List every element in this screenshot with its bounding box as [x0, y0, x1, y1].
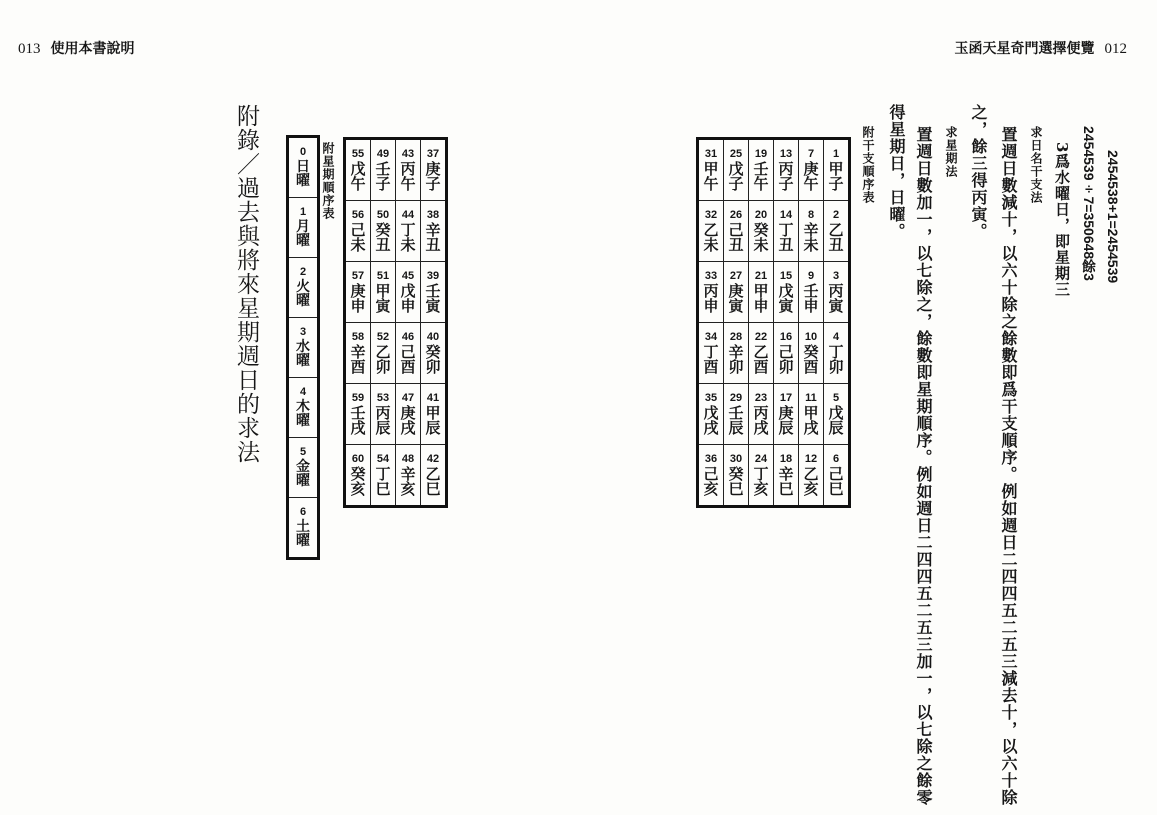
ganzhi-number: 20: [754, 208, 768, 221]
ganzhi-characters: 乙 亥: [803, 464, 819, 498]
right-page-header: [955, 38, 1128, 58]
ganzhi-number: 32: [704, 208, 718, 221]
ganzhi-number: 60: [351, 452, 365, 465]
weekday-cell: [288, 378, 319, 438]
ganzhi-cell: [724, 384, 749, 445]
ganzhi-cell: [345, 323, 371, 384]
ganzhi-cell: [371, 139, 396, 201]
ganzhi-characters: 甲 申: [753, 281, 769, 315]
ganzhi-number: 48: [401, 452, 415, 465]
weekday-characters: 木 曜: [296, 399, 310, 429]
ganzhi-number: 4: [832, 330, 840, 343]
weekday-characters: 火 曜: [296, 279, 310, 309]
ganzhi-characters: 壬 午: [753, 159, 769, 193]
weekday-row: [288, 137, 319, 198]
ganzhi-cell: [774, 139, 799, 201]
ganzhi-number: 41: [426, 391, 440, 404]
ganzhi-cell: [345, 445, 371, 507]
heading-ganzhi-method: 求日名干支法: [1029, 126, 1043, 204]
ganzhi-number: 55: [351, 147, 365, 160]
ganzhi-number: 22: [754, 330, 768, 343]
ganzhi-number: 57: [351, 269, 365, 282]
ganzhi-characters: 乙 酉: [753, 342, 769, 376]
ganzhi-characters: 癸 未: [753, 220, 769, 254]
ganzhi-number: 17: [779, 391, 793, 404]
ganzhi-characters: 辛 卯: [728, 342, 744, 376]
weekday-order-table: [286, 135, 320, 560]
ganzhi-row: [698, 384, 850, 445]
ganzhi-characters: 戊 申: [400, 281, 416, 315]
paragraph-2-line-2: 得星期日，日曜。: [887, 104, 906, 240]
ganzhi-number: 10: [804, 330, 818, 343]
ganzhi-number: 2: [832, 208, 840, 221]
weekday-table-caption: 附星期順序表: [321, 142, 335, 220]
ganzhi-row: [698, 139, 850, 201]
ganzhi-cell: [396, 262, 421, 323]
ganzhi-cell: [421, 445, 447, 507]
ganzhi-cell: [724, 323, 749, 384]
ganzhi-characters: 丙 子: [778, 159, 794, 193]
ganzhi-characters: 丙 寅: [828, 281, 844, 315]
ganzhi-row: [698, 262, 850, 323]
ganzhi-characters: 壬 戌: [350, 403, 366, 437]
ganzhi-number: 54: [376, 452, 390, 465]
right-running-title: 玉函天星奇門選擇便覽: [954, 41, 1095, 57]
weekday-cell: [288, 258, 319, 318]
ganzhi-characters: 庚 子: [425, 159, 441, 193]
ganzhi-characters: 己 未: [350, 220, 366, 254]
ganzhi-cell: [774, 262, 799, 323]
weekday-characters: 月 曜: [296, 219, 310, 249]
ganzhi-cell: [799, 323, 824, 384]
ganzhi-number: 21: [754, 269, 768, 282]
ganzhi-table-caption: 附干支順序表: [861, 126, 875, 204]
ganzhi-number: 29: [729, 391, 743, 404]
ganzhi-characters: 丁 酉: [703, 342, 719, 376]
ganzhi-cell: [749, 384, 774, 445]
ganzhi-cell: [799, 139, 824, 201]
ganzhi-characters: 辛 酉: [350, 342, 366, 376]
ganzhi-cell: [421, 323, 447, 384]
ganzhi-row: [345, 262, 447, 323]
ganzhi-number: 12: [804, 452, 818, 465]
ganzhi-number: 40: [426, 330, 440, 343]
ganzhi-number: 11: [805, 391, 817, 404]
ganzhi-cell: [698, 323, 724, 384]
ganzhi-cell: [421, 262, 447, 323]
ganzhi-row: [345, 201, 447, 262]
weekday-row: [288, 258, 319, 318]
ganzhi-number: 15: [779, 269, 793, 282]
ganzhi-cell: [724, 445, 749, 507]
ganzhi-number: 51: [376, 269, 390, 282]
ganzhi-characters: 丙 午: [400, 159, 416, 193]
ganzhi-number: 6: [832, 452, 840, 465]
ganzhi-cell: [749, 262, 774, 323]
ganzhi-characters: 辛 亥: [400, 464, 416, 498]
ganzhi-characters: 丁 巳: [375, 464, 391, 498]
ganzhi-cell: [824, 445, 850, 507]
ganzhi-cell: [774, 445, 799, 507]
calc-division-line: 2454539÷7=350648餘3: [1081, 126, 1097, 281]
ganzhi-number: 26: [729, 208, 743, 221]
ganzhi-cell: [421, 384, 447, 445]
ganzhi-characters: 壬 子: [375, 159, 391, 193]
ganzhi-cell: [749, 139, 774, 201]
ganzhi-cell: [824, 323, 850, 384]
ganzhi-number: 34: [704, 330, 718, 343]
ganzhi-number: 16: [779, 330, 793, 343]
ganzhi-characters: 乙 未: [703, 220, 719, 254]
ganzhi-number: 19: [754, 147, 768, 160]
ganzhi-cell: [774, 384, 799, 445]
ganzhi-cell: [824, 262, 850, 323]
ganzhi-number: 46: [401, 330, 415, 343]
ganzhi-cell: [421, 201, 447, 262]
ganzhi-number: 49: [376, 147, 390, 160]
ganzhi-cell: [371, 201, 396, 262]
ganzhi-number: 37: [426, 147, 440, 160]
ganzhi-cell: [371, 384, 396, 445]
ganzhi-cell: [724, 139, 749, 201]
ganzhi-number: 35: [704, 391, 718, 404]
ganzhi-number: 18: [779, 452, 793, 465]
ganzhi-characters: 辛 巳: [778, 464, 794, 498]
ganzhi-row: [345, 323, 447, 384]
ganzhi-characters: 己 亥: [703, 464, 719, 498]
weekday-number: 0: [299, 146, 307, 158]
ganzhi-characters: 戊 寅: [778, 281, 794, 315]
weekday-characters: 水 曜: [296, 339, 310, 369]
calc-addition-line: 2454538+1=2454539: [1105, 150, 1121, 284]
ganzhi-characters: 甲 午: [703, 159, 719, 193]
ganzhi-row: [698, 201, 850, 262]
ganzhi-number: 9: [807, 269, 815, 282]
paragraph-1-line-2: 之，餘三得丙寅。: [969, 104, 988, 240]
ganzhi-characters: 庚 戌: [400, 403, 416, 437]
ganzhi-characters: 甲 子: [828, 159, 844, 193]
ganzhi-cell: [371, 445, 396, 507]
weekday-number: 6: [299, 506, 307, 518]
ganzhi-cell: [698, 445, 724, 507]
ganzhi-cell: [799, 262, 824, 323]
ganzhi-characters: 癸 卯: [425, 342, 441, 376]
ganzhi-number: 45: [401, 269, 415, 282]
ganzhi-number: 47: [401, 391, 415, 404]
weekday-characters: 金 曜: [296, 459, 310, 489]
weekday-cell: [288, 498, 319, 559]
ganzhi-number: 59: [351, 391, 365, 404]
ganzhi-cell: [824, 139, 850, 201]
ganzhi-characters: 己 丑: [728, 220, 744, 254]
ganzhi-number: 33: [704, 269, 718, 282]
ganzhi-number: 43: [401, 147, 415, 160]
weekday-cell: [288, 137, 319, 198]
calc-result-line: 3爲水曜日，即星期三: [1053, 142, 1071, 298]
ganzhi-number: 7: [807, 147, 815, 160]
ganzhi-characters: 辛 丑: [425, 220, 441, 254]
ganzhi-number: 50: [376, 208, 390, 221]
left-page-number: 013: [18, 41, 41, 57]
ganzhi-number: 52: [376, 330, 390, 343]
heading-weekday-method: 求星期法: [944, 126, 958, 178]
weekday-row: [288, 438, 319, 498]
weekday-cell: [288, 438, 319, 498]
ganzhi-number: 53: [376, 391, 390, 404]
ganzhi-table-part2: [343, 137, 448, 508]
ganzhi-number: 8: [807, 208, 815, 221]
ganzhi-table-part1: [696, 137, 851, 508]
ganzhi-characters: 庚 申: [350, 281, 366, 315]
ganzhi-cell: [799, 384, 824, 445]
ganzhi-number: 44: [401, 208, 415, 221]
weekday-row: [288, 198, 319, 258]
ganzhi-characters: 己 酉: [400, 342, 416, 376]
ganzhi-cell: [724, 201, 749, 262]
ganzhi-cell: [345, 201, 371, 262]
ganzhi-characters: 庚 辰: [778, 403, 794, 437]
ganzhi-row: [698, 445, 850, 507]
section-title: 附錄／過去與將來星期週日的求法: [233, 104, 259, 464]
ganzhi-characters: 戊 戌: [703, 403, 719, 437]
ganzhi-number: 30: [729, 452, 743, 465]
ganzhi-cell: [724, 262, 749, 323]
ganzhi-characters: 甲 寅: [375, 281, 391, 315]
ganzhi-characters: 庚 午: [803, 159, 819, 193]
weekday-cell: [288, 198, 319, 258]
ganzhi-characters: 乙 卯: [375, 342, 391, 376]
ganzhi-characters: 丁 未: [400, 220, 416, 254]
ganzhi-characters: 乙 巳: [425, 464, 441, 498]
weekday-number: 4: [299, 386, 307, 398]
ganzhi-characters: 己 巳: [828, 464, 844, 498]
ganzhi-characters: 戊 辰: [828, 403, 844, 437]
ganzhi-number: 5: [832, 391, 840, 404]
ganzhi-number: 42: [426, 452, 440, 465]
ganzhi-cell: [698, 384, 724, 445]
ganzhi-number: 27: [729, 269, 743, 282]
ganzhi-characters: 癸 巳: [728, 464, 744, 498]
weekday-number: 1: [299, 206, 307, 218]
ganzhi-number: 36: [704, 452, 718, 465]
ganzhi-number: 1: [832, 147, 840, 160]
ganzhi-cell: [774, 201, 799, 262]
ganzhi-characters: 壬 辰: [728, 403, 744, 437]
ganzhi-characters: 戊 子: [728, 159, 744, 193]
ganzhi-characters: 丙 辰: [375, 403, 391, 437]
ganzhi-cell: [749, 445, 774, 507]
ganzhi-cell: [396, 445, 421, 507]
weekday-number: 3: [299, 326, 307, 338]
ganzhi-cell: [345, 139, 371, 201]
ganzhi-characters: 甲 戌: [803, 403, 819, 437]
ganzhi-characters: 丙 戌: [753, 403, 769, 437]
ganzhi-characters: 丁 丑: [778, 220, 794, 254]
ganzhi-number: 13: [779, 147, 793, 160]
ganzhi-characters: 壬 寅: [425, 281, 441, 315]
ganzhi-characters: 壬 申: [803, 281, 819, 315]
weekday-characters: 日 曜: [296, 159, 310, 189]
weekday-number: 5: [299, 446, 307, 458]
ganzhi-cell: [371, 262, 396, 323]
ganzhi-cell: [698, 262, 724, 323]
ganzhi-cell: [749, 201, 774, 262]
ganzhi-number: 24: [754, 452, 768, 465]
ganzhi-cell: [799, 445, 824, 507]
ganzhi-number: 39: [426, 269, 440, 282]
ganzhi-cell: [698, 201, 724, 262]
ganzhi-row: [345, 445, 447, 507]
ganzhi-number: 56: [351, 208, 365, 221]
ganzhi-cell: [824, 384, 850, 445]
left-page-header: [18, 38, 135, 58]
ganzhi-characters: 乙 丑: [828, 220, 844, 254]
ganzhi-cell: [396, 201, 421, 262]
ganzhi-cell: [396, 384, 421, 445]
weekday-characters: 土 曜: [296, 519, 310, 549]
ganzhi-cell: [345, 262, 371, 323]
ganzhi-characters: 丙 申: [703, 281, 719, 315]
ganzhi-characters: 癸 丑: [375, 220, 391, 254]
ganzhi-characters: 丁 亥: [753, 464, 769, 498]
ganzhi-number: 14: [779, 208, 793, 221]
ganzhi-number: 25: [729, 147, 743, 160]
ganzhi-characters: 甲 辰: [425, 403, 441, 437]
ganzhi-cell: [774, 323, 799, 384]
ganzhi-characters: 庚 寅: [728, 281, 744, 315]
weekday-row: [288, 378, 319, 438]
ganzhi-characters: 戊 午: [350, 159, 366, 193]
ganzhi-row: [698, 323, 850, 384]
paragraph-2-line-1: 置週日數加一，以七除之，餘數即星期順序。例如週日二四四五二五三加一，以七除之餘零: [914, 126, 933, 806]
ganzhi-number: 38: [426, 208, 440, 221]
ganzhi-row: [345, 384, 447, 445]
ganzhi-cell: [824, 201, 850, 262]
ganzhi-cell: [421, 139, 447, 201]
ganzhi-characters: 癸 亥: [350, 464, 366, 498]
ganzhi-cell: [749, 323, 774, 384]
weekday-row: [288, 318, 319, 378]
ganzhi-number: 31: [704, 147, 718, 160]
left-running-title: 使用本書說明: [50, 41, 135, 57]
ganzhi-number: 23: [754, 391, 768, 404]
ganzhi-cell: [799, 201, 824, 262]
right-page-number: 012: [1104, 41, 1127, 57]
ganzhi-number: 3: [832, 269, 840, 282]
ganzhi-row: [345, 139, 447, 201]
ganzhi-characters: 己 卯: [778, 342, 794, 376]
ganzhi-cell: [396, 139, 421, 201]
ganzhi-cell: [345, 384, 371, 445]
ganzhi-number: 28: [729, 330, 743, 343]
ganzhi-cell: [371, 323, 396, 384]
weekday-row: [288, 498, 319, 559]
weekday-cell: [288, 318, 319, 378]
weekday-number: 2: [299, 266, 307, 278]
ganzhi-characters: 癸 酉: [803, 342, 819, 376]
ganzhi-characters: 丁 卯: [828, 342, 844, 376]
ganzhi-cell: [396, 323, 421, 384]
ganzhi-cell: [698, 139, 724, 201]
paragraph-1-line-1: 置週日數減十，以六十除之餘數即爲干支順序。例如週日二四四五二五三減去十，以六十除: [999, 126, 1018, 806]
ganzhi-number: 58: [351, 330, 365, 343]
ganzhi-characters: 辛 未: [803, 220, 819, 254]
